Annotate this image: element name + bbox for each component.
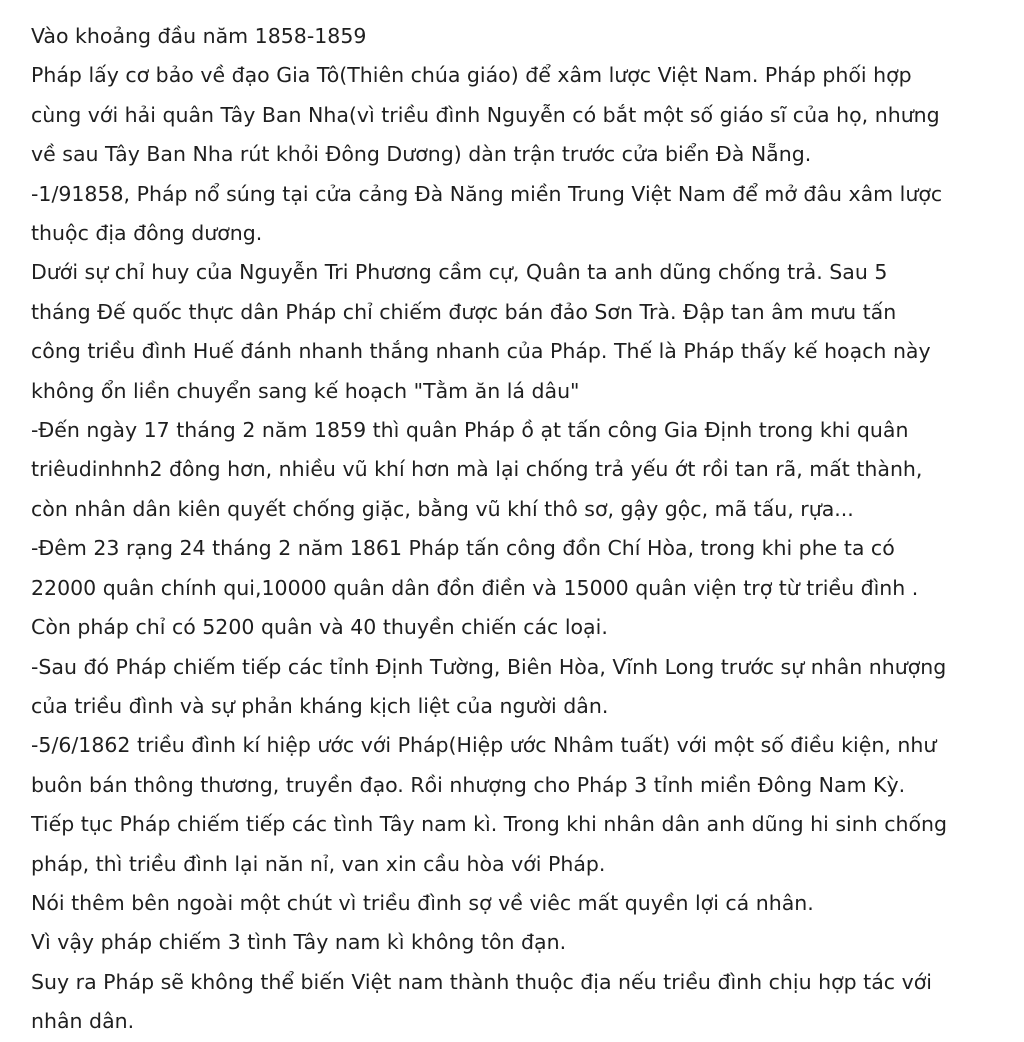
text-line: -Đến ngày 17 tháng 2 năm 1859 thì quân Pháp ồ ạt tấn công Gia Định trong khi quân [31, 418, 909, 443]
text-line: còn nhân dân kiên quyết chống giặc, bằng vũ khí thô sơ, gậy gộc, mã tấu, rựa... [31, 496, 854, 521]
text-line: Dưới sự chỉ huy của Nguyễn Tri Phương cầm cự, Quân ta anh dũng chống trả. Sau 5 [31, 260, 888, 285]
text-line: Vì vậy pháp chiếm 3 tình Tây nam kì không tôn đạn. [31, 930, 567, 955]
text-line: 22000 quân chính qui,10000 quân dân đồn điền và 15000 quân viện trợ từ triều đình . [31, 575, 919, 600]
text-line: triêudinhnh2 đông hơn, nhiều vũ khí hơn mà lại chống trả yếu ớt rồi tan rã, mất thành, [31, 457, 923, 482]
text-line: Vào khoảng đầu năm 1858-1859 [31, 24, 367, 48]
text-line: Suy ra Pháp sẽ không thể biến Việt nam thành thuộc địa nếu triều đình chịu hợp tác với [31, 969, 932, 994]
text-line: -Sau đó Pháp chiếm tiếp các tỉnh Định Tường, Biên Hòa, Vĩnh Long trước sự nhân nhượng [31, 654, 947, 679]
text-line: Tiếp tục Pháp chiếm tiếp các tình Tây nam kì. Trong khi nhân dân anh dũng hi sinh chống [31, 812, 948, 837]
text-line: thuộc địa đông dương. [31, 221, 263, 246]
text-line: buôn bán thông thương, truyền đạo. Rồi nhượng cho Pháp 3 tỉnh miền Đông Nam Kỳ. [31, 772, 906, 797]
text-line: pháp, thì triều đình lại năn nỉ, van xin cầu hòa với Pháp. [31, 851, 606, 876]
text-line: không ổn liền chuyển sang kế hoạch "Tằm ăn lá dâu" [31, 378, 580, 403]
text-line: công triều đình Huế đánh nhanh thắng nhanh của Pháp. Thế là Pháp thấy kế hoạch này [31, 339, 931, 364]
text-line: về sau Tây Ban Nha rút khỏi Đông Dương) dàn trận trước cửa biển Đà Nẵng. [31, 142, 812, 167]
text-line: của triều đình và sự phản kháng kịch liệt của người dân. [31, 693, 609, 718]
text-line: -1/91858, Pháp nổ súng tại cửa cảng Đà Năng miền Trung Việt Nam để mở đâu xâm lược [31, 181, 943, 206]
text-line: nhân dân. [31, 1009, 135, 1034]
text-line: -5/6/1862 triều đình kí hiệp ước với Pháp(Hiệp ước Nhâm tuất) với một số điều kiện, như [31, 733, 937, 758]
text-line: Nói thêm bên ngoài một chút vì triều đình sợ về viêc mất quyền lợi cá nhân. [31, 890, 814, 915]
text-line: Còn pháp chỉ có 5200 quân và 40 thuyền chiến các loại. [31, 615, 608, 640]
text-line: -Đêm 23 rạng 24 tháng 2 năm 1861 Pháp tấn công đồn Chí Hòa, trong khi phe ta có [31, 536, 895, 561]
text-line: cùng với hải quân Tây Ban Nha(vì triều đình Nguyễn có bắt một số giáo sĩ của họ, nhưng [31, 102, 940, 127]
text-line: Pháp lấy cơ bảo về đạo Gia Tô(Thiên chúa giáo) để xâm lược Việt Nam. Pháp phối hợp [31, 63, 912, 88]
text-line: tháng Đế quốc thực dân Pháp chỉ chiếm được bán đảo Sơn Trà. Đập tan âm mưu tấn [31, 299, 897, 324]
